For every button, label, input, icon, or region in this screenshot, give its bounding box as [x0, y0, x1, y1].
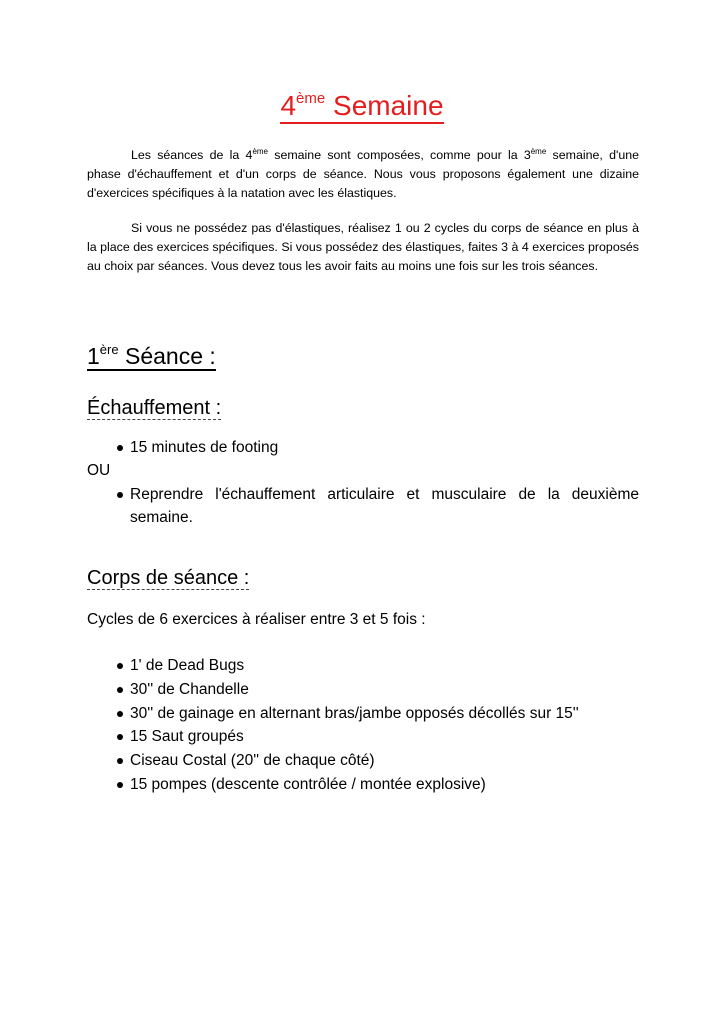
bullet-icon	[117, 711, 123, 717]
bullet-icon	[117, 492, 123, 498]
warmup-separator: OU	[87, 462, 111, 479]
bullet-icon	[117, 687, 123, 693]
bullet-icon	[117, 663, 123, 669]
list-item: 30'' de gainage en alternant bras/jambe opposés décollés sur 15''	[117, 702, 639, 726]
elastic-paragraph: Si vous ne possédez pas d'élastiques, réalisez 1 ou 2 cycles du corps de séance en plus à la place des exercices spécifiques. Si vous possédez des élastiques, faites 3 à 4 exercices proposés au choix par séances. Vous devez tous les avoir faits au moins une fois sur les trois séances.	[87, 221, 639, 274]
intro-paragraph: Les séances de la 4ème semaine sont composées, comme pour la 3ème semaine, d'une phase d'échauffement et d'un corps de séance. Nous vous proposons également une dizaine d'exercices spécifiques à la natation avec les élastiques.	[87, 147, 639, 201]
bullet-icon	[117, 758, 123, 764]
list-item: 15 Saut groupés	[117, 725, 639, 749]
cycle-intro: Cycles de 6 exercices à réaliser entre 3 et 5 fois :	[87, 611, 426, 628]
body-heading: Corps de séance :	[87, 567, 250, 589]
list-item: Ciseau Costal (20'' de chaque côté)	[117, 749, 639, 773]
bullet-icon	[117, 782, 123, 788]
list-item: 30'' de Chandelle	[117, 678, 639, 702]
list-item: 15 pompes (descente contrôlée / montée explosive)	[117, 773, 639, 797]
session-heading: 1ère Séance :	[87, 342, 216, 369]
page-title	[0, 90, 724, 122]
document-page: 4ème Semaine Les séances de la 4ème semaine sont composées, comme pour la 3ème semaine, d'une phase d'échauffement et d'un corps de séance. Nous vous proposons également une dizaine d'exercices spécifiques à la natation avec les élastiques. Si vous ne possédez pas d'élastiques, réalisez 1 ou 2 cycles du corps de séance en plus à la place des exercices spécifiques. Si vous possédez des élastiques, faites 3 à 4 exercices proposés au choix par séances. Vous devez tous les avoir faits au moins une fois sur les trois séances. 1ère Séance : Échauffement : 15 minutes de footing OU Reprendre l'échauffement articulaire et musculaire de la deuxième semaine. Corps de séance : Cycles de 6 exercices à réaliser entre 3 et 5 fois : 1' de Dead Bugs 30'' de Chandelle 30'' de gainage en alternant bras/jambe opposés décollés sur 15'' 15 Saut groupés Ciseau Costal (20'' de chaque côté) 15 pompes (descente contrôlée / montée explosive)	[0, 0, 724, 1024]
title-superscript: ème	[296, 90, 326, 107]
warmup-item: Reprendre l'échauffement articulaire et musculaire de la deuxième semaine.	[117, 483, 639, 529]
bullet-icon	[117, 734, 123, 740]
exercise-list	[117, 654, 639, 797]
list-item: 1' de Dead Bugs	[117, 654, 639, 678]
bullet-icon	[117, 445, 123, 451]
page-title-text: 4ème Semaine	[280, 90, 443, 124]
warmup-heading: Échauffement :	[87, 397, 222, 419]
